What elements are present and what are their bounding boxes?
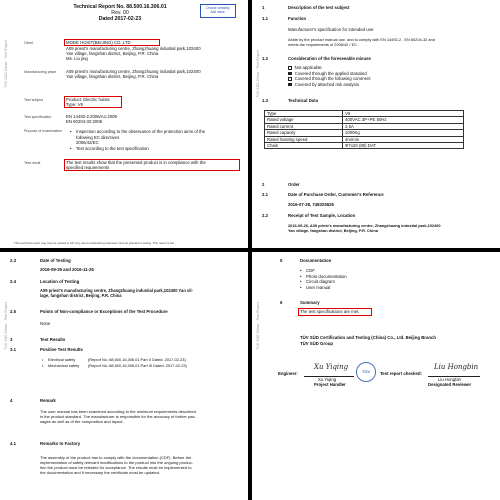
page-3-results: [0, 252, 248, 500]
test-result-label: Test result: [24, 161, 41, 165]
section-2-2-number: 2.2: [262, 213, 268, 218]
list-item: • Photo documentation: [300, 274, 347, 280]
section-4-1-number: 4.1: [10, 441, 16, 446]
section-2-1-title: Date of Purchase Order, Customer's Reference: [288, 192, 384, 197]
list-item: • Circuit diagram: [300, 279, 347, 285]
client-label: Client: [24, 41, 34, 45]
section-4-1-title: Remarks to Factory: [40, 441, 81, 446]
checkbox-checked: [288, 83, 292, 87]
purpose-label: Purpose of examination: [24, 129, 62, 133]
table-row: Rated capacity 1000Kg: [265, 130, 464, 136]
purpose-item: • Test according to the test specification: [70, 146, 240, 152]
engineer-label: Engineer:: [278, 371, 298, 376]
report-revision: Rev. 00: [111, 10, 129, 16]
section-2-4-number: 2.4: [10, 279, 16, 284]
checkbox: [288, 66, 292, 70]
client-address-1: A09 priest's manufacturing centre, Zhangzhuang industial park,102400: [66, 46, 201, 51]
side-margin-text: TÜV SÜD China · Test Report: [4, 40, 8, 88]
section-4-title: Remark: [40, 398, 56, 403]
misuse-option: Covered by attached risk analysis: [288, 82, 371, 88]
section-2-3-title: Date of Testing: [40, 258, 71, 263]
table-row: Chain Φ7x20 (80) DAT: [265, 143, 464, 149]
page-1-cover: [0, 0, 248, 248]
section-3-1-title: Positive Test Results: [40, 347, 83, 352]
test-subject-type: Type: V6: [66, 102, 83, 107]
section-2-number: 2: [262, 182, 265, 187]
checked-label: Test report checked:: [380, 371, 422, 376]
checkbox: [288, 77, 292, 81]
technical-data-table: [264, 110, 464, 149]
purpose-list: [70, 129, 240, 151]
brand-badge: Choose certainty. Add value.: [200, 4, 236, 18]
misuse-option: Covered through the following comment: [288, 76, 371, 82]
section-2-2-title: Receipt of Test Sample, Location: [288, 213, 356, 218]
manufacturing-label: Manufacturing place: [24, 70, 57, 74]
engineer-role: Project Handler: [314, 382, 346, 387]
page-4-summary: [252, 252, 500, 500]
section-1-1-number: 1.1: [262, 16, 268, 21]
manufacturing-address-1: A09 priest's manufacturing centre, Zhangzhuang industial park,102400: [66, 69, 201, 74]
side-margin-text: TÜV SÜD China · Test Report: [256, 302, 260, 350]
section-4-number: 4: [10, 398, 13, 403]
report-date: Dated 2017-02-23: [98, 16, 142, 22]
section-5-number: 5: [280, 258, 283, 263]
test-subject-product: Product: Electric hoists: [66, 97, 110, 102]
remark-line-2: in the product standard. The manufacturer is responsible for the accuracy of further pas-: [40, 414, 196, 419]
non-compliance-value: None: [40, 321, 51, 326]
misuse-option: Not applicable: [288, 65, 371, 71]
page-2-description: [252, 0, 500, 248]
testing-location-1: A09 priest's manufacturing centre, Zhangzhuang industial park,102400 Yan vil-: [40, 288, 193, 293]
checkbox-checked: [288, 72, 292, 76]
section-3-number: 3: [10, 337, 13, 342]
table-row: Rated current 2,5A: [265, 123, 464, 129]
section-1-number: 1: [262, 5, 265, 10]
documentation-list: [300, 268, 347, 290]
test-result-line-1: The test results show that the presented product is in compliance with the: [66, 160, 206, 165]
client-contact: Ms. Liu jing: [66, 56, 88, 61]
section-1-2-title: Consideration of the foreseeable misuse: [288, 56, 371, 61]
report-number: Technical Report No. 88.500.16.306.01: [73, 4, 167, 10]
section-1-title: Description of the test subject: [288, 5, 350, 10]
section-5-title: Documentation: [300, 258, 332, 263]
testing-location-2: lage, fangshan district, Beijing, P.R. China: [40, 293, 122, 298]
engineer-signature: Xu Yiqing: [314, 363, 349, 371]
reviewer-role: Designated Reviewer: [428, 382, 472, 387]
section-2-4-title: Location of Testing: [40, 279, 80, 284]
section-3-title: Test Results: [40, 337, 66, 342]
section-1-2-number: 1.2: [262, 56, 268, 61]
section-1-3-title: Technical Data: [288, 98, 319, 103]
receipt-line-2: Yan village, fangshan district, Beijing, P.R. China: [288, 228, 378, 233]
test-subject-label: Test subject: [24, 98, 43, 102]
test-specification-label: Test specification: [24, 115, 52, 119]
function-line-1: Abide by the product manual use, and to comply with EN 14492-2 , EN 60204-32 and: [288, 37, 435, 42]
receipt-line-1: 2016-09-26, A09 priest's manufacturing centre, Zhangzhuang industial park,102400: [288, 223, 441, 228]
table-row: Type V6: [265, 111, 464, 117]
section-1-3-number: 1.3: [262, 98, 268, 103]
reviewer-name: Liu Hongbin: [438, 377, 461, 382]
purpose-item: • Inspection according to the observance of the protection aims of the following EC directives 2006/42/EC: [70, 129, 240, 146]
organization-name: TÜV SÜD Certification and Testing (China) Co., Ltd. Beijing Branch: [300, 335, 436, 340]
summary-text: The test specifications are met.: [300, 309, 360, 314]
section-6-number: 6: [280, 300, 283, 305]
section-6-title: Summary: [300, 300, 320, 305]
side-margin-text: TÜV SÜD China · Test Report: [256, 50, 260, 98]
manufacturing-address-2: Yan village, fangshan district, Beijing, P.R. China: [66, 74, 159, 79]
misuse-checklist: [288, 65, 371, 87]
test-specification-1: EN 14492-2:2006/A1:2009: [66, 114, 117, 119]
list-item: • CDF: [300, 268, 347, 274]
function-line-2: meets the requirements of 2006/42 / EC.: [288, 42, 359, 47]
factory-remark-line-4: the documentation and if necessary the certificate must be updated.: [40, 470, 161, 475]
table-row: Rated hoisting speed 4m/min: [265, 136, 464, 142]
section-1-1-title: Function: [288, 16, 307, 21]
remark-line-3: sages as well as of the composition and layout.: [40, 419, 124, 424]
reviewer-signature: Liu Hongbin: [434, 363, 479, 371]
purchase-order-value: 2016-07-28, 748325526: [288, 202, 334, 207]
engineer-name: Xu Yiqing: [318, 377, 337, 382]
section-2-1-number: 2.1: [262, 192, 268, 197]
testing-date-value: 2016-09-26 and 2016-11-25: [40, 267, 94, 272]
factory-remark-line-1: The assembly of the product has to comply with the documentation (CDF). Before the: [40, 455, 192, 460]
client-name: MODE HOIST(BEIJING) CO.,LTD: [66, 40, 131, 45]
factory-remark-line-3: tion the product must be retested for acceptance. The results must be implemented to: [40, 465, 192, 470]
list-item: • User manual: [300, 285, 347, 291]
test-specification-2: EN 60204-32:2008: [66, 119, 103, 124]
function-intro: Manufacturer's specification for intended use:: [288, 27, 375, 32]
section-2-title: Order: [288, 182, 300, 187]
positive-results-list: [42, 357, 242, 368]
result-item: • Mechanical safety (Report No.:88,500,16,306,01 Part III Dated: 2017-02-23): [42, 363, 242, 369]
section-2-3-number: 2.3: [10, 258, 16, 263]
side-margin-text: TÜV SÜD China · Test Report: [4, 302, 8, 350]
section-3-1-number: 3.1: [10, 347, 16, 352]
section-2-5-number: 2.5: [10, 309, 16, 314]
organization-group: TÜV SÜD Group: [300, 341, 333, 346]
footer-note: This technical report may only be quoted in full. Any use for advertising purposes must be granted in writing. This report is the: [14, 241, 175, 245]
section-2-5-title: Points of Non-compliance or Exceptions of the Test Procedure: [40, 309, 168, 314]
factory-remark-line-2: implementation of safety relevant modifications to the product into the ongoing produc-: [40, 460, 193, 465]
table-row: Rated voltage 400VAC 3P+PE 50Hz: [265, 117, 464, 123]
remark-line-1: The user manual has been examined according to the minimum requirements described: [40, 409, 196, 414]
certification-seal: TÜV: [356, 362, 376, 382]
misuse-option: Covered through the applied standard: [288, 71, 371, 77]
test-result-line-2: specified requirements: [66, 165, 110, 170]
client-address-2: Yan village, fangshan district, Beijing, P.R. China: [66, 51, 159, 56]
result-item: • Electrical safety (Report No.:88,500,16,306,01 Part II Dated: 2017-02-23): [42, 357, 242, 363]
